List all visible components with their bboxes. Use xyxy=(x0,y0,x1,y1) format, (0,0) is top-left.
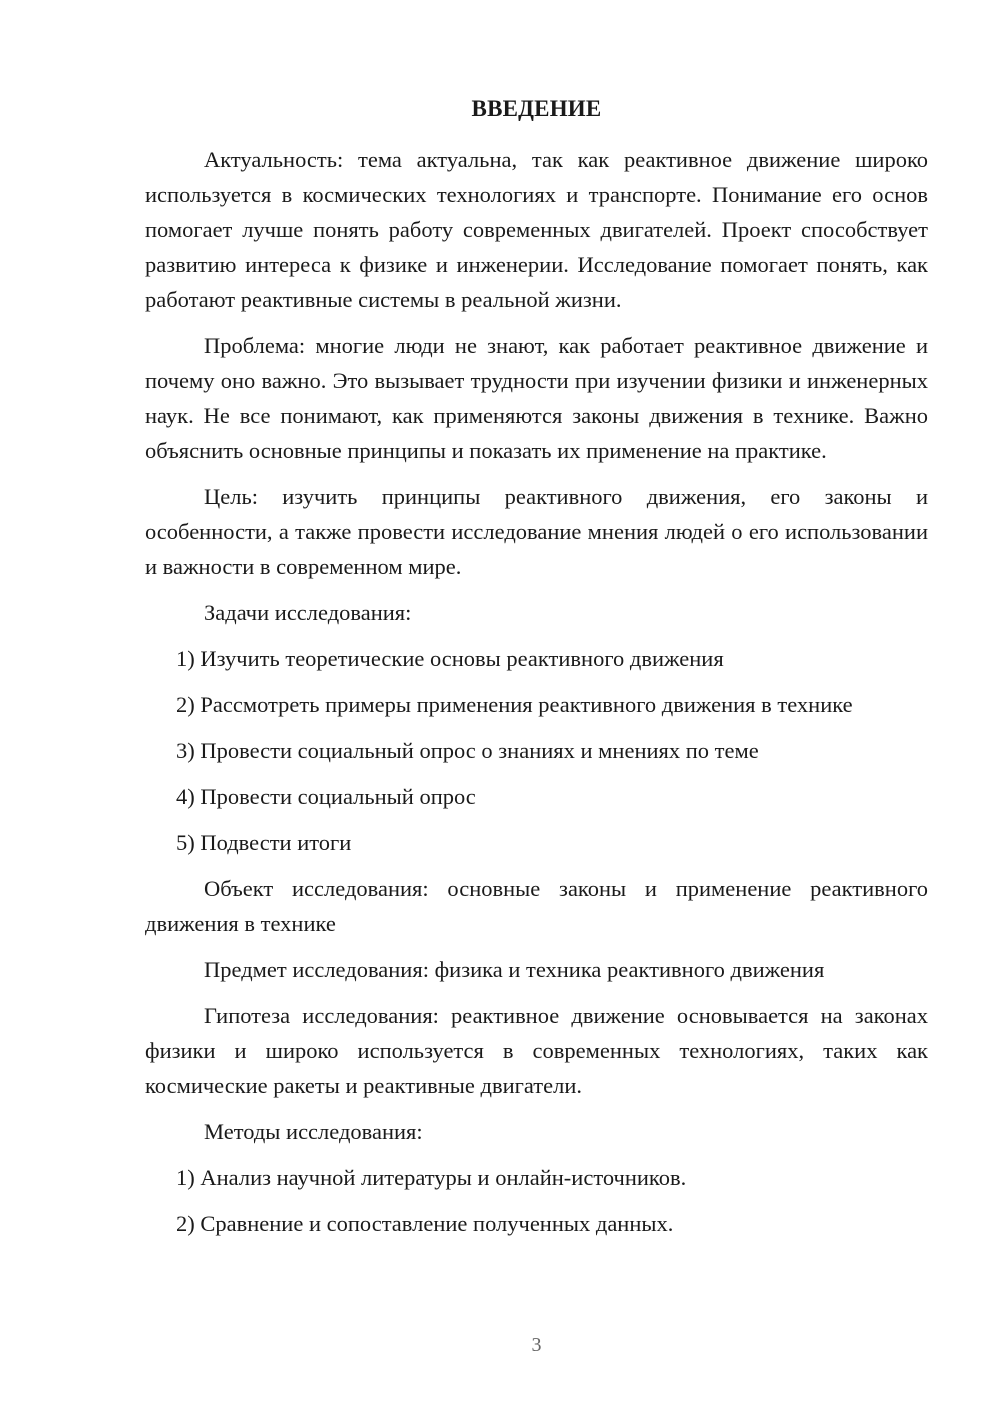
methods-title: Методы исследования: xyxy=(204,1119,423,1144)
tasks-title: Задачи исследования: xyxy=(204,600,412,625)
list-item: 1) Анализ научной литературы и онлайн-источников. xyxy=(176,1165,687,1190)
section-heading: ВВЕДЕНИЕ xyxy=(471,96,602,121)
subject-paragraph: Предмет исследования: физика и техника реактивного движения xyxy=(204,957,825,982)
list-item: 2) Сравнение и сопоставление полученных данных. xyxy=(176,1211,674,1236)
list-item: 4) Провести социальный опрос xyxy=(176,784,476,809)
document-body xyxy=(145,142,928,1252)
goal-paragraph: Цель: изучить принципы реактивного движения, его законы и особенности, а также провести исследование мнения людей о его использовании и важности в современном мире. xyxy=(145,484,928,579)
hypothesis-paragraph: Гипотеза исследования: реактивное движение основывается на законах физики и широко используется в современных технологиях, таких как космические ракеты и реактивные двигатели. xyxy=(145,1003,928,1098)
relevance-paragraph: Актуальность: тема актуальна, так как реактивное движение широко используется в космических технологиях и транспорте. Понимание его основ помогает лучше понять работу современных двигателей. Проект способствует развитию интереса к физике и инженерии. Исследование помогает понять, как работают реактивные системы в реальной жизни. xyxy=(145,147,928,312)
list-item: 5) Подвести итоги xyxy=(176,830,352,855)
list-item: 3) Провести социальный опрос о знаниях и мнениях по теме xyxy=(176,738,759,763)
list-item: 1) Изучить теоретические основы реактивного движения xyxy=(176,646,724,671)
methods-list xyxy=(145,1160,928,1241)
tasks-list xyxy=(145,641,928,860)
document-page xyxy=(145,0,928,1414)
page-number: 3 xyxy=(531,1334,542,1356)
list-item: 2) Рассмотреть примеры применения реактивного движения в технике xyxy=(176,692,853,717)
problem-paragraph: Проблема: многие люди не знают, как работает реактивное движение и почему оно важно. Это вызывает трудности при изучении физики и инженерных наук. Не все понимают, как применяются законы движения в технике. Важно объяснить основные принципы и показать их применение на практике. xyxy=(145,333,928,463)
object-paragraph: Объект исследования: основные законы и применение реактивного движения в технике xyxy=(145,876,928,936)
